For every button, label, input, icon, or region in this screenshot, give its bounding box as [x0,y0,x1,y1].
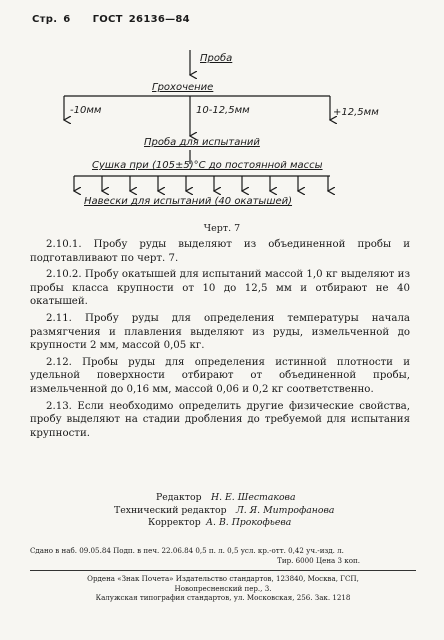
credit-tech-editor [0,505,444,518]
label-drying: Сушка при (105±5)°С до постоянной массы [92,160,323,171]
figure-caption: Черт. 7 [203,223,241,234]
page-label: Стр. [32,14,58,25]
editor-role: Редактор [156,492,202,503]
imprint-circulation: Тир. 6000 Цена 3 коп. [277,555,360,565]
page-number: 6 [63,14,71,25]
paragraph-2-12: 2.12. Пробы руды для определения истинной плотности и удельной поверхности отбирают от объединенной пробы, измельченной до 0,16 мм, массой 0,06 и 0,2 кг соответственно. [30,356,410,395]
tech-editor-role: Технический редактор [114,504,227,516]
tech-editor-name: Л. Я. Митрофанова [236,504,335,516]
label-weighings: Навески для испытаний (40 окатышей) [84,196,293,207]
imprint-printer: Калужская типография стандартов, ул. Московская, 256. Зак. 1218 [95,593,351,603]
credit-editor [0,492,444,505]
paragraph-2-10-2: 2.10.2. Пробу окатышей для испытаний массой 1,0 кг выделяют из пробы класса крупности от 10 до 12,5 мм и отбирают не 40 окатышей. [30,269,410,308]
label-fraction-fine: -10мм [70,105,102,116]
imprint-publisher: Ордена «Знак Почета» Издательство стандартов, 123840, Москва, ГСП, [87,574,359,584]
standard-number: 26136—84 [128,14,190,25]
label-test-sample: Проба для испытаний [144,137,260,148]
standard-label: ГОСТ [92,14,123,25]
imprint-block [30,546,416,603]
credit-corrector [0,517,444,530]
label-fraction-coarse: +12,5мм [333,107,379,118]
body-text [30,238,410,443]
paragraph-2-11: 2.11. Пробу руды для определения температуры начала размягчения и плавления выделяют из руды, измельченной до крупности 2 мм, массой 0,05 кг. [30,312,410,352]
credits-block [0,492,444,530]
imprint-address: Новопресненский пер., 3. [174,583,272,593]
sampling-flow-diagram [0,0,444,240]
label-fraction-mid: 10-12,5мм [196,105,250,116]
corrector-name: А. В. Прокофьева [206,517,292,529]
imprint-print-data: Сдано в наб. 09.05.84 Подп. в печ. 22.06.84 0,5 п. л. 0,5 усл. кр.-отт. 0,42 уч.-изд. л. [30,546,344,555]
imprint-divider [30,570,416,571]
corrector-role: Корректор [148,517,201,529]
paragraph-2-13: 2.13. Если необходимо определить другие физические свойства, пробу выделяют на стадии дробления до требуемой для испытания крупности. [30,400,410,439]
paragraph-2-10-1: 2.10.1. Пробу руды выделяют из объединенной пробы и подготавливают по черт. 7. [30,239,410,264]
label-sample: Проба [200,53,233,64]
label-screening: Грохочение [152,82,214,93]
editor-name: Н. Е. Шестакова [211,492,296,503]
